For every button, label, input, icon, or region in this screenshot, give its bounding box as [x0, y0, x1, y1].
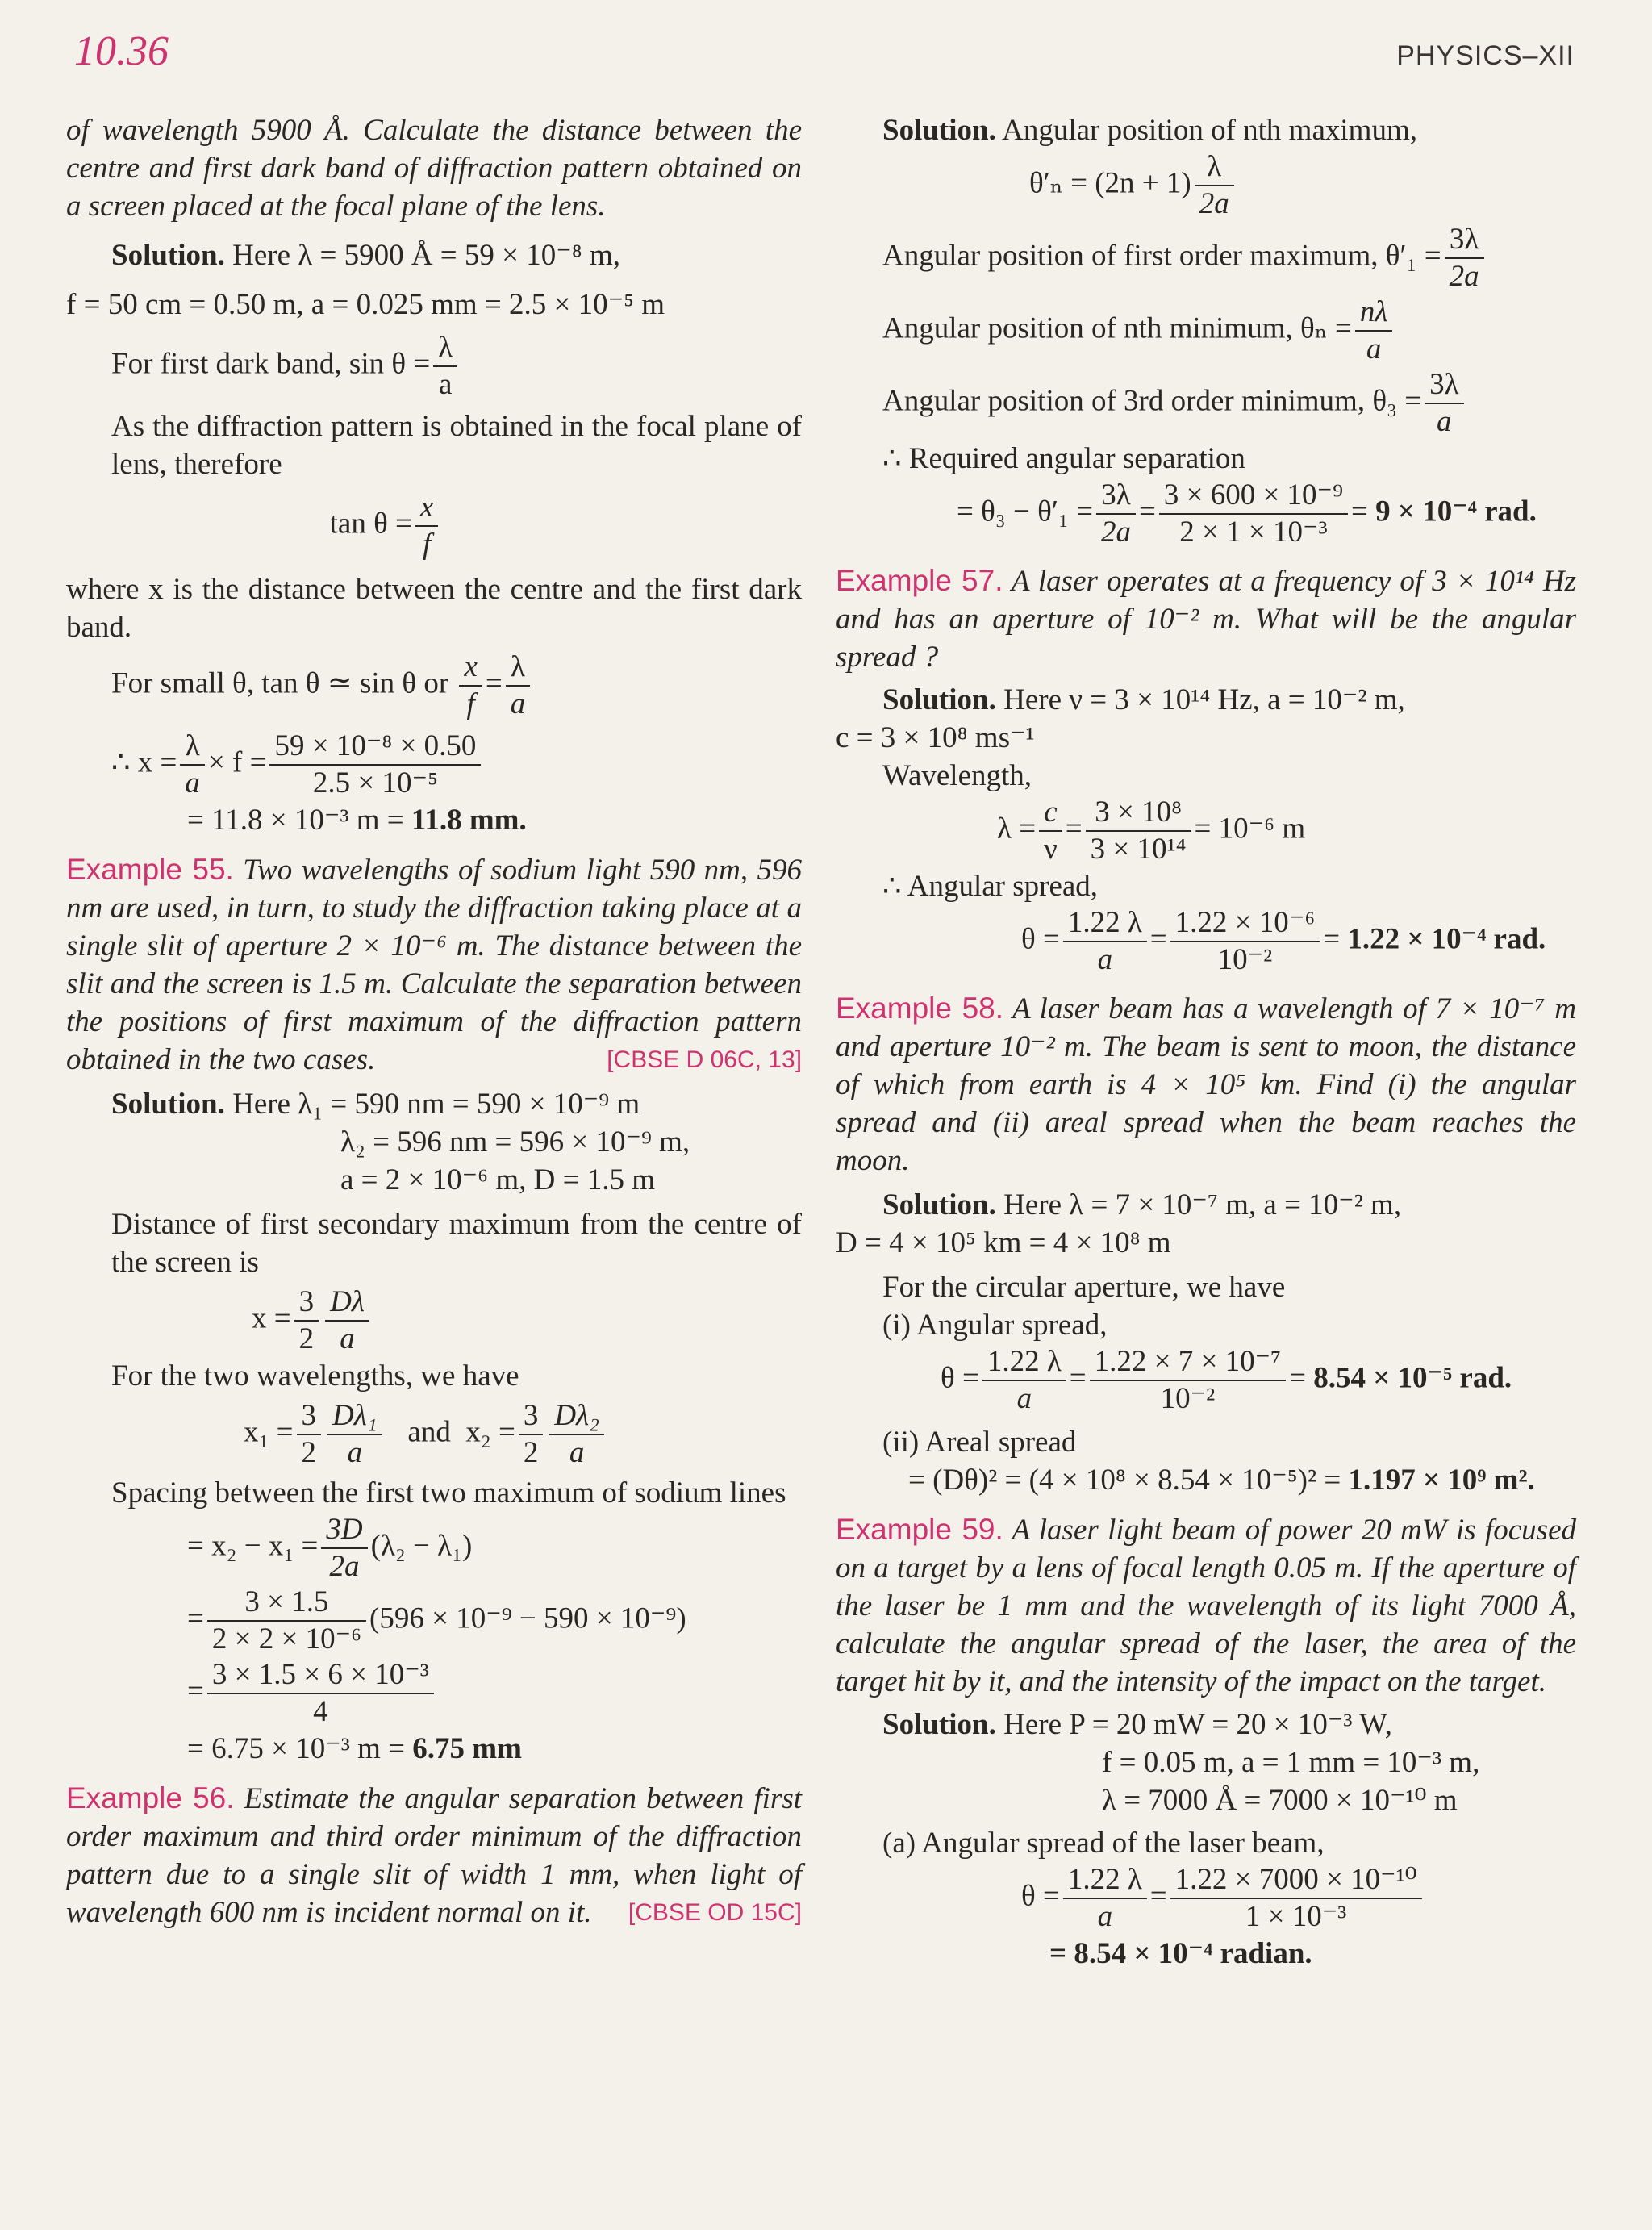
- denominator: 2 × 1 × 10⁻³: [1179, 516, 1328, 549]
- fraction: [207, 1657, 434, 1730]
- solution-label: Solution.: [882, 114, 996, 147]
- paragraph: Distance of first secondary maximum from the centre of the screen is: [111, 1208, 802, 1279]
- text: and: [407, 1415, 451, 1449]
- text: x =: [252, 1301, 291, 1335]
- text: θ =: [1021, 922, 1060, 956]
- equation: [836, 905, 1576, 978]
- text: = 11.8 × 10⁻³ m =: [187, 804, 411, 837]
- result: [66, 801, 802, 839]
- numerator: 1.22 λ: [1063, 1862, 1147, 1899]
- denominator: f: [423, 528, 432, 561]
- denominator: 2: [301, 1436, 317, 1469]
- fraction: [1159, 478, 1348, 550]
- given-values: a = 2 × 10⁻⁶ m, D = 1.5 m: [340, 1163, 655, 1196]
- text: = 10⁻⁶ m: [1194, 812, 1306, 846]
- denominator: f: [466, 687, 475, 720]
- example-label: Example 59.: [836, 1513, 1003, 1546]
- text: θ =: [941, 1361, 979, 1395]
- denominator: 2a: [1199, 187, 1229, 220]
- fraction: [1170, 1862, 1422, 1935]
- numerator: λ: [180, 729, 205, 766]
- text: =: [1323, 922, 1348, 956]
- example-label: Example 58.: [836, 992, 1004, 1025]
- equation: [66, 1398, 802, 1471]
- fraction: [1355, 294, 1393, 367]
- numerator: 1.22 λ: [1063, 905, 1147, 942]
- example-text: Estimate the angular separation between first order maximum and third order minimum of the diffraction pattern due to a single slit of width 1 mm, when light of wavelength 600 nm is incident normal on it.: [66, 1782, 803, 1929]
- denominator: 2 × 2 × 10⁻⁶: [211, 1622, 362, 1656]
- fraction: [1445, 222, 1484, 294]
- text: Here λ = 7 × 10⁻⁷ m, a = 10⁻² m,: [1003, 1188, 1402, 1221]
- text: = (Dθ)² = (4 × 10⁸ × 8.54 × 10⁻⁵)² =: [908, 1464, 1349, 1497]
- paragraph: Wavelength,: [882, 759, 1032, 792]
- fraction: [549, 1398, 604, 1471]
- equation: [66, 330, 802, 403]
- denominator: 2a: [1449, 260, 1479, 293]
- equation: [66, 1512, 802, 1585]
- given-values: f = 0.05 m, a = 1 mm = 10⁻³ m,: [1102, 1746, 1480, 1779]
- text: =: [1351, 495, 1376, 528]
- denominator: a: [510, 687, 526, 720]
- running-title: PHYSICS–XII: [1396, 40, 1575, 71]
- numerator: x: [415, 490, 438, 527]
- solution-label: Solution.: [882, 683, 996, 716]
- denominator: a: [438, 368, 453, 401]
- numerator: nλ: [1355, 294, 1393, 332]
- left-column: [66, 111, 802, 1931]
- result: [836, 1461, 1576, 1499]
- page-number: 10.36: [74, 28, 169, 74]
- text: For first dark band, sin θ =: [111, 347, 431, 381]
- text: ∴ x =: [111, 745, 177, 779]
- equation: [66, 1585, 802, 1657]
- numerator: λ: [1195, 149, 1234, 186]
- fraction: [327, 1398, 382, 1471]
- equation: [66, 729, 802, 801]
- denominator: a: [1437, 405, 1452, 438]
- numerator: 3 × 1.5: [207, 1585, 366, 1622]
- fraction: [433, 330, 457, 403]
- denominator: 10⁻²: [1160, 1382, 1216, 1415]
- denominator: a: [347, 1436, 363, 1469]
- equation: [836, 367, 1576, 440]
- solution-line: [836, 1706, 1576, 1743]
- denominator: 2a: [329, 1550, 360, 1583]
- fraction: [1096, 478, 1136, 550]
- equation: [66, 1284, 802, 1357]
- denominator: 4: [313, 1695, 328, 1728]
- numerator: 59 × 10⁻⁸ × 0.50: [269, 729, 481, 766]
- denominator: ν: [1044, 833, 1058, 866]
- given-values: f = 50 cm = 0.50 m, a = 0.025 mm = 2.5 × 10⁻⁵ m: [66, 288, 665, 321]
- right-column: [836, 111, 1576, 1973]
- denominator: 2.5 × 10⁻⁵: [312, 766, 438, 800]
- text: Here ν = 3 × 10¹⁴ Hz, a = 10⁻² m,: [1003, 683, 1405, 716]
- numerator: Dλ₂: [549, 1398, 604, 1435]
- denominator: a: [340, 1322, 355, 1355]
- numerator: 1.22 × 7 × 10⁻⁷: [1090, 1344, 1286, 1381]
- text: = θ₃ − θ′₁ =: [957, 495, 1093, 528]
- fraction: [321, 1512, 367, 1585]
- equation: [836, 149, 1576, 222]
- equation: [836, 1862, 1576, 1935]
- equation: [836, 478, 1576, 550]
- text: Angular position of nth maximum,: [1002, 114, 1417, 147]
- numerator: 3D: [321, 1512, 367, 1549]
- result: = 8.54 × 10⁻⁴ radian.: [1049, 1937, 1312, 1970]
- equation: [66, 1657, 802, 1730]
- numerator: 3λ: [1425, 367, 1463, 404]
- example-55: [66, 850, 802, 1079]
- fraction: [1086, 795, 1191, 867]
- denominator: a: [1366, 332, 1382, 365]
- equation: [66, 490, 802, 562]
- fraction: [180, 729, 205, 801]
- solution-line: [836, 681, 1576, 719]
- text: tan θ =: [329, 507, 412, 541]
- text: =: [187, 1674, 204, 1708]
- answer: 9 × 10⁻⁴ rad.: [1375, 495, 1537, 528]
- denominator: 2a: [1100, 516, 1131, 549]
- paragraph: For the circular aperture, we have: [882, 1271, 1286, 1304]
- answer: 1.197 × 10⁹ m².: [1348, 1464, 1535, 1497]
- numerator: 3 × 1.5 × 6 × 10⁻³: [207, 1657, 434, 1694]
- text: (λ₂ − λ₁): [370, 1529, 473, 1563]
- fraction: [519, 1398, 544, 1471]
- solution-line: [66, 1085, 802, 1123]
- fraction: [1063, 905, 1147, 978]
- fraction: [415, 490, 438, 562]
- text: =: [1149, 922, 1167, 956]
- equation: [836, 222, 1576, 294]
- paragraph: (a) Angular spread of the laser beam,: [882, 1827, 1325, 1860]
- equation: [836, 294, 1576, 367]
- solution-here: Here λ = 5900 Å = 59 × 10⁻⁸ m,: [232, 239, 620, 272]
- paragraph: ∴ Angular spread,: [882, 870, 1099, 903]
- numerator: 3λ: [1445, 222, 1484, 259]
- numerator: 3: [519, 1398, 544, 1435]
- numerator: 3: [294, 1284, 319, 1322]
- solution-label: Solution.: [111, 239, 225, 272]
- example-label: Example 57.: [836, 564, 1003, 597]
- numerator: λ: [433, 330, 457, 367]
- example-text: A laser operates at a frequency of 3 × 10¹⁴ Hz and has an aperture of 10⁻² m. What will be the angular spread ?: [836, 565, 1576, 674]
- denominator: 2: [298, 1322, 315, 1355]
- given-values: λ = 7000 Å = 7000 × 10⁻¹⁰ m: [1102, 1784, 1458, 1817]
- example-label: Example 55.: [66, 853, 234, 886]
- answer: 8.54 × 10⁻⁵ rad.: [1313, 1361, 1512, 1395]
- example-text: Two wavelengths of sodium light 590 nm, 596 nm are used, in turn, to study the diffraction taking place at a single slit of aperture 2 × 10⁻⁶ m. The distance between the slit and the screen is 1.5 m. Calculate the separation between the positions of first maximum of the diffraction pattern obtained in the two cases.: [66, 854, 803, 1076]
- numerator: λ: [506, 649, 531, 687]
- problem-continuation: of wavelength 5900 Å. Calculate the distance between the centre and first dark band of diffraction pattern obtained on a screen placed at the focal plane of the lens.: [66, 114, 802, 223]
- example-56: [66, 1779, 802, 1931]
- denominator: a: [569, 1436, 585, 1469]
- fraction: [269, 729, 481, 801]
- text: =: [1069, 1361, 1087, 1395]
- solution-line: [836, 1186, 1576, 1224]
- fraction: [1425, 367, 1463, 440]
- text: =: [1065, 812, 1083, 846]
- solution-label: Solution.: [111, 1088, 225, 1121]
- text: For small θ, tan θ ≃ sin θ or: [111, 666, 449, 700]
- denominator: 1 × 10⁻³: [1245, 1900, 1347, 1933]
- text: λ =: [997, 812, 1037, 846]
- solution-line: [836, 111, 1576, 149]
- denominator: 3 × 10¹⁴: [1090, 833, 1187, 866]
- paragraph: As the diffraction pattern is obtained in the focal plane of lens, therefore: [111, 410, 802, 481]
- numerator: 3 × 600 × 10⁻⁹: [1159, 478, 1348, 515]
- example-text: A laser beam has a wavelength of 7 × 10⁻⁷ m and aperture 10⁻² m. The beam is sent to moon, the distance of which from earth is 4 × 10⁵ km. Find (i) the angular spread and (ii) areal spread when the beam reaches the moon.: [836, 992, 1576, 1177]
- numerator: 3λ: [1096, 478, 1136, 515]
- text: θ′ₙ = (2n + 1): [1029, 166, 1191, 200]
- example-label: Example 56.: [66, 1781, 235, 1814]
- exam-reference: [CBSE D 06C, 13]: [607, 1046, 802, 1073]
- denominator: a: [1097, 1900, 1113, 1933]
- fraction: [1195, 149, 1234, 222]
- text: Angular position of 3rd order minimum, θ₃ =: [882, 384, 1422, 418]
- numerator: x: [459, 649, 482, 687]
- fraction: [325, 1284, 369, 1357]
- result: [66, 1730, 802, 1768]
- paragraph: Spacing between the first two maximum of sodium lines: [111, 1476, 786, 1510]
- text: =: [187, 1602, 204, 1635]
- given-values: D = 4 × 10⁵ km = 4 × 10⁸ m: [836, 1226, 1171, 1259]
- exam-reference: [CBSE OD 15C]: [628, 1899, 802, 1926]
- numerator: 1.22 × 10⁻⁶: [1170, 905, 1320, 942]
- fraction: [207, 1585, 366, 1657]
- answer: 6.75 mm: [412, 1732, 522, 1765]
- equation: [836, 1344, 1576, 1417]
- answer: 1.22 × 10⁻⁴ rad.: [1347, 922, 1546, 956]
- text: Here P = 20 mW = 20 × 10⁻³ W,: [1003, 1708, 1392, 1741]
- text: x₁ =: [244, 1415, 294, 1449]
- fraction: [297, 1398, 322, 1471]
- text: =: [1149, 1879, 1167, 1913]
- example-58: [836, 989, 1576, 1180]
- example-57: [836, 562, 1576, 676]
- text: θ =: [1021, 1879, 1060, 1913]
- text: =: [1289, 1361, 1314, 1395]
- numerator: c: [1039, 795, 1062, 832]
- text: =: [485, 666, 503, 700]
- answer: 11.8 mm.: [411, 804, 527, 837]
- fraction: [982, 1344, 1066, 1417]
- paragraph: ∴ Required angular separation: [882, 442, 1245, 475]
- fraction: [1063, 1862, 1147, 1935]
- numerator: Dλ₁: [327, 1398, 382, 1435]
- numerator: 1.22 λ: [982, 1344, 1066, 1381]
- denominator: a: [1016, 1382, 1032, 1415]
- text: Angular position of first order maximum, θ′₁ =: [882, 239, 1441, 273]
- fraction: [1090, 1344, 1286, 1417]
- example-text: A laser light beam of power 20 mW is focused on a target by a lens of focal length 0.05 m. If the aperture of the laser be 1 mm and the wavelength of its light 7000 Å, calculate the angular spread of the laser, the area of the target hit by it, and the intensity of the impact on the target.: [836, 1514, 1576, 1698]
- numerator: 3 × 10⁸: [1086, 795, 1191, 832]
- text: = 6.75 × 10⁻³ m =: [187, 1732, 413, 1765]
- denominator: a: [185, 766, 200, 800]
- equation: [66, 649, 802, 722]
- text: = x₂ − x₁ =: [187, 1529, 319, 1563]
- paragraph: (i) Angular spread,: [882, 1309, 1108, 1342]
- text: Here λ₁ = 590 nm = 590 × 10⁻⁹ m: [232, 1088, 640, 1121]
- fraction: [294, 1284, 319, 1357]
- text: × f =: [207, 745, 267, 779]
- fraction: [1039, 795, 1062, 867]
- equation: [836, 795, 1576, 867]
- paragraph: (ii) Areal spread: [882, 1426, 1077, 1459]
- numerator: 1.22 × 7000 × 10⁻¹⁰: [1170, 1862, 1422, 1899]
- denominator: 10⁻²: [1217, 943, 1273, 976]
- solution-label: Solution.: [882, 1708, 996, 1741]
- fraction: [506, 649, 531, 722]
- text: Angular position of nth minimum, θₙ =: [882, 311, 1352, 345]
- fraction: [1170, 905, 1320, 978]
- given-values: c = 3 × 10⁸ ms⁻¹: [836, 721, 1035, 754]
- paragraph: where x is the distance between the centre and the first dark band.: [66, 573, 802, 644]
- solution-line: [66, 236, 802, 274]
- text: =: [1138, 495, 1156, 528]
- example-59: [836, 1510, 1576, 1701]
- denominator: 2: [523, 1436, 539, 1469]
- given-values: λ₂ = 596 nm = 596 × 10⁻⁹ m,: [340, 1125, 690, 1159]
- text: (596 × 10⁻⁹ − 590 × 10⁻⁹): [369, 1602, 686, 1635]
- numerator: 3: [297, 1398, 322, 1435]
- text: x₂ =: [465, 1415, 515, 1449]
- paragraph: For the two wavelengths, we have: [111, 1359, 519, 1393]
- numerator: Dλ: [325, 1284, 369, 1322]
- denominator: a: [1097, 943, 1113, 976]
- solution-label: Solution.: [882, 1188, 996, 1221]
- fraction: [459, 649, 482, 722]
